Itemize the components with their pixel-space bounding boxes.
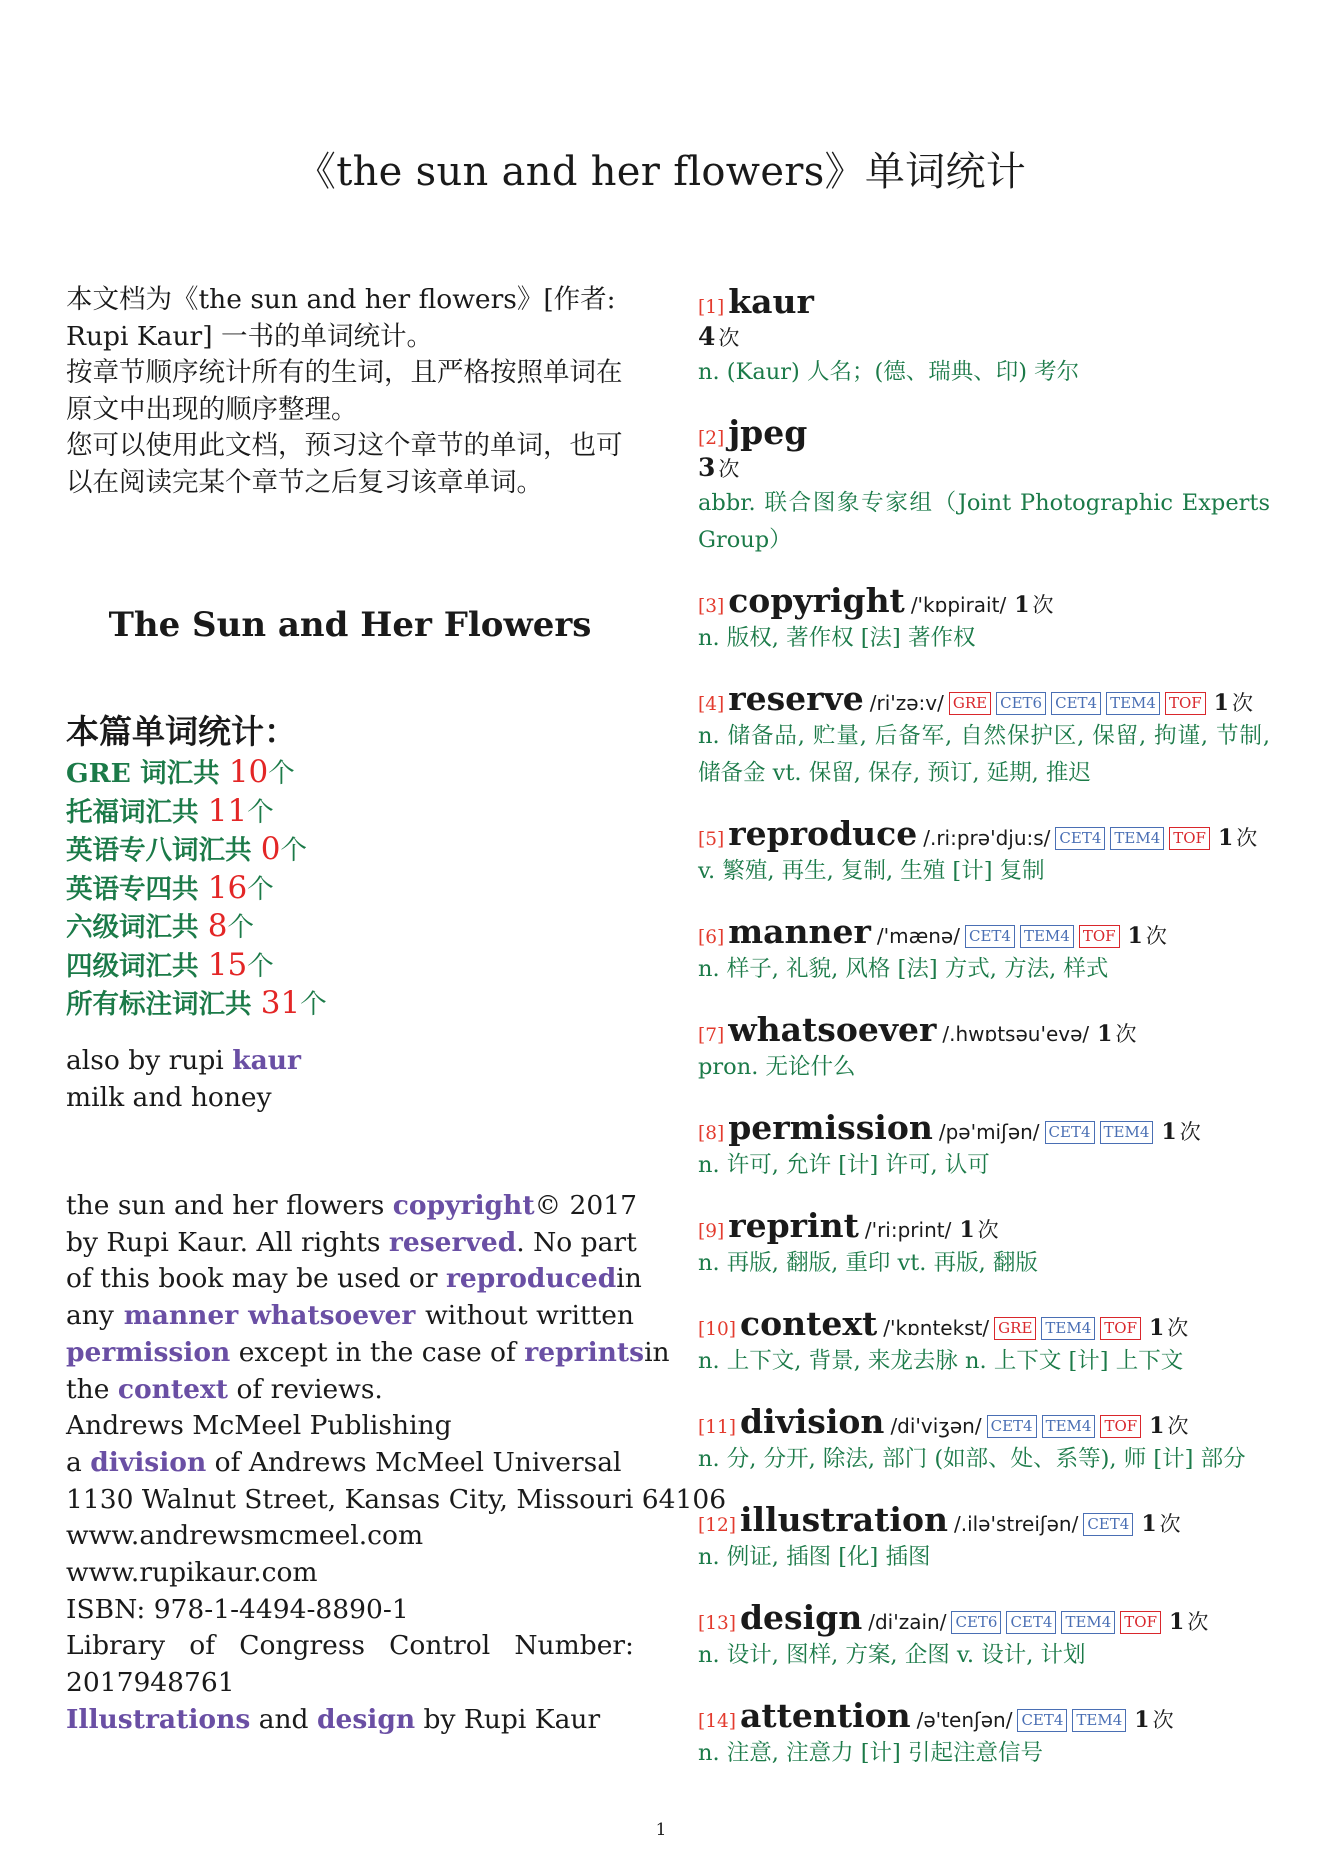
also-by-title: milk and honey [66,1081,272,1113]
publisher-url: www.andrewsmcmeel.com [66,1520,424,1552]
entry-index: [12] [698,1515,736,1536]
tag-cet4: CET4 [1051,692,1101,715]
also-by-line [66,1043,634,1080]
entry-count: 4 [698,322,716,351]
tag-cet4: CET4 [1017,1709,1067,1732]
entry-count: 1 [1149,1413,1165,1439]
section-title: The Sun and Her Flowers [108,605,592,645]
text-run: in [616,1263,642,1295]
tag-tem4: TEM4 [1100,1121,1154,1144]
entry-word: copyright [728,581,905,620]
tag-gre: GRE [994,1317,1036,1340]
vocab-entry [698,679,1270,792]
vocab-list [698,282,1270,1794]
tag-tof: TOF [1100,1415,1141,1438]
stats-label: 英语专四共 [66,873,208,905]
vocab-entry [698,413,1270,559]
vocab-link-whatsoever: whatsoever [248,1300,416,1332]
entry-head [698,282,1270,321]
isbn-line: ISBN: 978-1-4494-8890-1 [66,1593,409,1625]
entry-count-unit: 次 [977,1218,999,1242]
copyright-paragraph [66,1188,670,1408]
copyright-line [66,1261,642,1298]
vocab-entry [698,1304,1270,1380]
entry-index: [2] [698,428,725,449]
entry-count-unit: 次 [1179,1120,1201,1144]
entry-definition: pron. 无论什么 [698,1054,856,1080]
tag-tem4: TEM4 [1041,1317,1095,1340]
document-title: 《the sun and her flowers》单词统计 [295,149,1027,195]
entry-count-unit: 次 [1152,1708,1174,1732]
credits-line [66,1702,634,1739]
entry-head [698,1696,1270,1735]
publisher-division-line [66,1445,634,1482]
entry-index: [4] [698,694,725,715]
entry-count: 1 [1097,1021,1113,1047]
text-run: in [644,1336,670,1368]
entry-phonetic: /di'zain/ [868,1610,947,1634]
vocab-entry [698,1598,1270,1674]
tag-tem4: TEM4 [1020,925,1074,948]
entry-head [698,1304,1270,1343]
entry-phonetic: /pə'miʃən/ [938,1120,1040,1144]
entry-count-unit: 次 [1236,826,1258,850]
text-run: the sun and her flowers [66,1190,393,1221]
entry-head [698,581,1270,620]
stats-count: 16 [207,869,248,906]
entry-count-unit: 次 [1167,1316,1189,1340]
author-url: www.rupikaur.com [66,1557,318,1589]
entry-definition: n. 许可, 允许 [计] 许可, 认可 [698,1152,990,1178]
vocab-link-permission: permission [66,1336,231,1368]
text-run: without written [425,1300,634,1332]
stats-row-cet4 [66,947,634,986]
tag-tof: TOF [1100,1317,1141,1340]
tag-cet4: CET4 [1055,827,1105,850]
stats-row-tem8 [66,831,634,870]
tag-tem4: TEM4 [1110,827,1164,850]
entry-word: illustration [739,1500,948,1539]
entry-word: jpeg [728,413,808,452]
vocab-entry [698,912,1270,988]
entry-count: 1 [1014,592,1030,618]
intro-text [66,282,634,501]
entry-count-unit: 次 [718,326,740,350]
stats-count: 31 [260,985,301,1021]
entry-head [698,1206,1270,1245]
entry-index: [8] [698,1123,725,1144]
stats-row-toefl [66,793,634,832]
tag-cet4: CET4 [1006,1611,1056,1634]
tag-tem4: TEM4 [1042,1415,1096,1438]
entry-word: reproduce [728,814,918,853]
text-run: . No part [516,1226,637,1258]
stats-unit: 个 [247,796,274,828]
text-run: of reviews. [228,1373,383,1405]
entry-phonetic: /'mænə/ [876,924,960,948]
entry-index: [3] [698,596,725,617]
entry-word: whatsoever [728,1010,937,1049]
entry-count: 1 [1127,923,1143,949]
entry-definition: v. 繁殖, 再生, 复制, 生殖 [计] 复制 [698,858,1045,884]
tag-tof: TOF [1169,827,1210,850]
vocab-link-design: design [316,1703,416,1735]
tag-tof: TOF [1120,1611,1161,1634]
entry-head [698,912,1270,951]
entry-definition: n. 分, 分开, 除法, 部门 (如部、处、系等), 师 [计] 部分 [698,1446,1246,1472]
stats-count: 8 [207,908,228,944]
entry-definition: n. 例证, 插图 [化] 插图 [698,1544,931,1570]
entry-index: [10] [698,1319,736,1340]
stats-count: 11 [207,792,248,829]
stats-unit: 个 [300,989,327,1020]
vocab-link-context: context [117,1373,229,1405]
entry-phonetic: /.ri:prə'dju:s/ [923,826,1051,850]
intro-paragraph: 按章节顺序统计所有的生词，且严格按照单词在原文中出现的顺序整理。 [66,357,623,425]
vocab-entry [698,1010,1270,1086]
text-run: by Rupi Kaur [415,1703,601,1735]
stats-unit: 个 [247,950,274,982]
copyright-line [66,1225,637,1262]
text-run: of Andrews McMeel Universal [206,1446,622,1478]
tag-cet4: CET4 [987,1415,1037,1438]
copyright-line [66,1335,670,1372]
stats-count: 0 [260,831,281,867]
entry-definition: n. 注意, 注意力 [计] 引起注意信号 [698,1740,1043,1766]
also-by-block [66,1043,634,1116]
entry-word: kaur [728,282,814,321]
entry-head [698,679,1270,718]
tag-tem4: TEM4 [1061,1611,1115,1634]
entry-count-unit: 次 [1032,593,1054,617]
entry-word: design [739,1598,863,1637]
entry-head [698,1402,1270,1441]
entry-count: 1 [1213,690,1229,716]
text-run: and [250,1703,317,1735]
vocab-link-division: division [90,1446,207,1478]
vocab-entry [698,581,1270,657]
entry-word: reprint [728,1206,859,1245]
stats-count: 10 [228,754,269,790]
entry-head [698,814,1270,853]
tag-gre: GRE [949,692,991,715]
copyright-line [66,1372,634,1409]
stats-label: 托福词汇共 [66,796,208,828]
entry-count-unit: 次 [718,457,740,481]
entry-head [698,1108,1270,1147]
entry-definition: abbr. 联合图象专家组（Joint Photographic Experts Group） [698,490,1270,553]
vocab-entry [698,814,1270,890]
entry-count-line [698,452,1270,485]
entry-count: 1 [1148,1315,1165,1341]
tag-cet4: CET4 [965,925,1015,948]
stats-label: 四级词汇共 [66,950,208,982]
entry-word: context [739,1304,878,1343]
entry-word: permission [728,1108,933,1147]
tag-tem4: TEM4 [1072,1709,1126,1732]
entry-phonetic: /di'viʒən/ [890,1414,982,1438]
entry-count-unit: 次 [1115,1022,1137,1046]
stats-row-all [66,985,634,1024]
stats-unit: 个 [227,912,254,943]
entry-definition: n. 版权, 著作权 [法] 著作权 [698,625,976,651]
stats-label: 英语专八词汇共 [66,835,261,866]
entry-definition: n. 样子, 礼貌, 风格 [法] 方式, 方法, 样式 [698,956,1109,982]
entry-count: 1 [1169,1609,1185,1635]
tag-cet4: CET4 [1083,1513,1133,1536]
entry-word: division [739,1402,885,1441]
text-run: of this book may be used or [66,1263,446,1295]
vocab-link-illustrations: Illustrations [66,1703,251,1735]
entry-count-unit: 次 [1167,1414,1189,1438]
stats-unit: 个 [280,835,307,866]
stats-row-tem4 [66,870,634,909]
publisher-line: Andrews McMeel Publishing [66,1410,452,1442]
intro-paragraph: 您可以使用此文档，预习这个章节的单词，也可以在阅读完某个章节之后复习该章单词。 [66,430,623,498]
entry-definition: n. 设计, 图样, 方案, 企图 v. 设计, 计划 [698,1642,1086,1668]
entry-head [698,1598,1270,1637]
entry-phonetic: /.hwɒtsəu'evə/ [942,1022,1090,1046]
tag-tof: TOF [1079,925,1120,948]
entry-index: [9] [698,1221,725,1242]
vocab-entry [698,1206,1270,1282]
stats-label: 所有标注词汇共 [66,989,261,1020]
copyright-line [66,1298,634,1335]
stats-label: 六级词汇共 [66,912,208,943]
vocab-entry [698,1500,1270,1576]
vocab-entry [698,282,1270,391]
entry-index: [1] [698,297,725,318]
stats-count: 15 [207,946,248,983]
loc-number: 2017948761 [66,1667,235,1699]
entry-index: [14] [698,1711,736,1732]
entry-count-line [698,321,1270,354]
stats-label: GRE 词汇共 [66,758,229,789]
address-line: 1130 Walnut Street, Kansas City, Missouri 64106 [66,1483,727,1515]
vocab-entry [698,1696,1270,1772]
vocab-link-copyright: copyright [392,1190,535,1221]
entry-phonetic: /ri'zə:v/ [869,691,944,715]
page-number: 1 [655,1820,667,1840]
entry-word: attention [739,1696,911,1735]
entry-count: 1 [959,1217,975,1243]
vocab-entry [698,1402,1270,1478]
entry-index: [6] [698,927,725,948]
stats-row-cet6 [66,908,634,947]
vocab-link-reprints: reprints [524,1336,645,1368]
entry-head [698,413,1270,452]
entry-index: [13] [698,1613,736,1634]
text-run: by Rupi Kaur. All rights [66,1226,389,1258]
text-run: except in the case of [230,1336,525,1368]
copyright-line [66,1188,637,1225]
text-run: any [66,1300,114,1332]
entry-definition: n. (Kaur) 人名；(德、瑞典、印) 考尔 [698,359,1080,385]
entry-phonetic: /'kɒntekst/ [883,1316,990,1340]
entry-definition: n. 再版, 翻版, 重印 vt. 再版, 翻版 [698,1250,1038,1276]
entry-count: 1 [1217,825,1234,851]
text-run: © 2017 [534,1190,637,1221]
tag-cet6: CET6 [951,1611,1001,1634]
vocab-entry [698,1108,1270,1184]
vocab-link-manner: manner [123,1300,239,1332]
tag-cet6: CET6 [996,692,1046,715]
intro-paragraph: 本文档为《the sun and her flowers》[作者: Rupi Kaur] 一书的单词统计。 [66,284,616,352]
also-by-text: also by rupi [66,1045,233,1076]
entry-phonetic: /ə'tenʃən/ [916,1708,1013,1732]
entry-count-unit: 次 [1145,924,1167,948]
entry-head [698,1010,1270,1049]
entry-phonetic: /.ilə'streiʃən/ [953,1512,1079,1536]
stats-heading: 本篇单词统计： [66,712,297,751]
entry-definition: n. 上下文, 背景, 来龙去脉 n. 上下文 [计] 上下文 [698,1348,1184,1374]
entry-word: reserve [728,679,864,718]
vocab-link-reproduced: reproduced [445,1263,617,1295]
stats-row-gre [66,754,634,793]
tag-tof: TOF [1165,692,1206,715]
vocab-link-kaur: kaur [232,1045,301,1076]
entry-count: 1 [1141,1511,1157,1537]
entry-index: [7] [698,1025,725,1046]
text-run: a [66,1446,91,1478]
entry-count: 3 [698,453,716,482]
stats-unit: 个 [247,873,274,905]
entry-count: 1 [1134,1707,1150,1733]
tag-tem4: TEM4 [1106,692,1160,715]
entry-index: [5] [698,829,725,850]
entry-count-unit: 次 [1231,691,1253,715]
text-run: the [66,1373,118,1405]
stats-unit: 个 [268,758,295,789]
entry-head [698,1500,1270,1539]
entry-definition: n. 储备品, 贮量, 后备军, 自然保护区, 保留, 拘谨, 节制, 储备金 vt. 保留, 保存, 预订, 延期, 推迟 [698,723,1270,786]
entry-phonetic: /'kɒpirait/ [910,593,1007,617]
entry-count: 1 [1161,1119,1177,1145]
loc-line: Library of Congress Control Number: [66,1630,634,1662]
entry-count-unit: 次 [1159,1512,1181,1536]
entry-phonetic: /'ri:print/ [864,1218,952,1242]
stats-block [66,710,634,1024]
entry-count-unit: 次 [1187,1610,1209,1634]
entry-index: [11] [698,1417,736,1438]
tag-cet4: CET4 [1045,1121,1095,1144]
entry-word: manner [728,912,871,951]
vocab-link-reserved: reserved [388,1226,517,1258]
